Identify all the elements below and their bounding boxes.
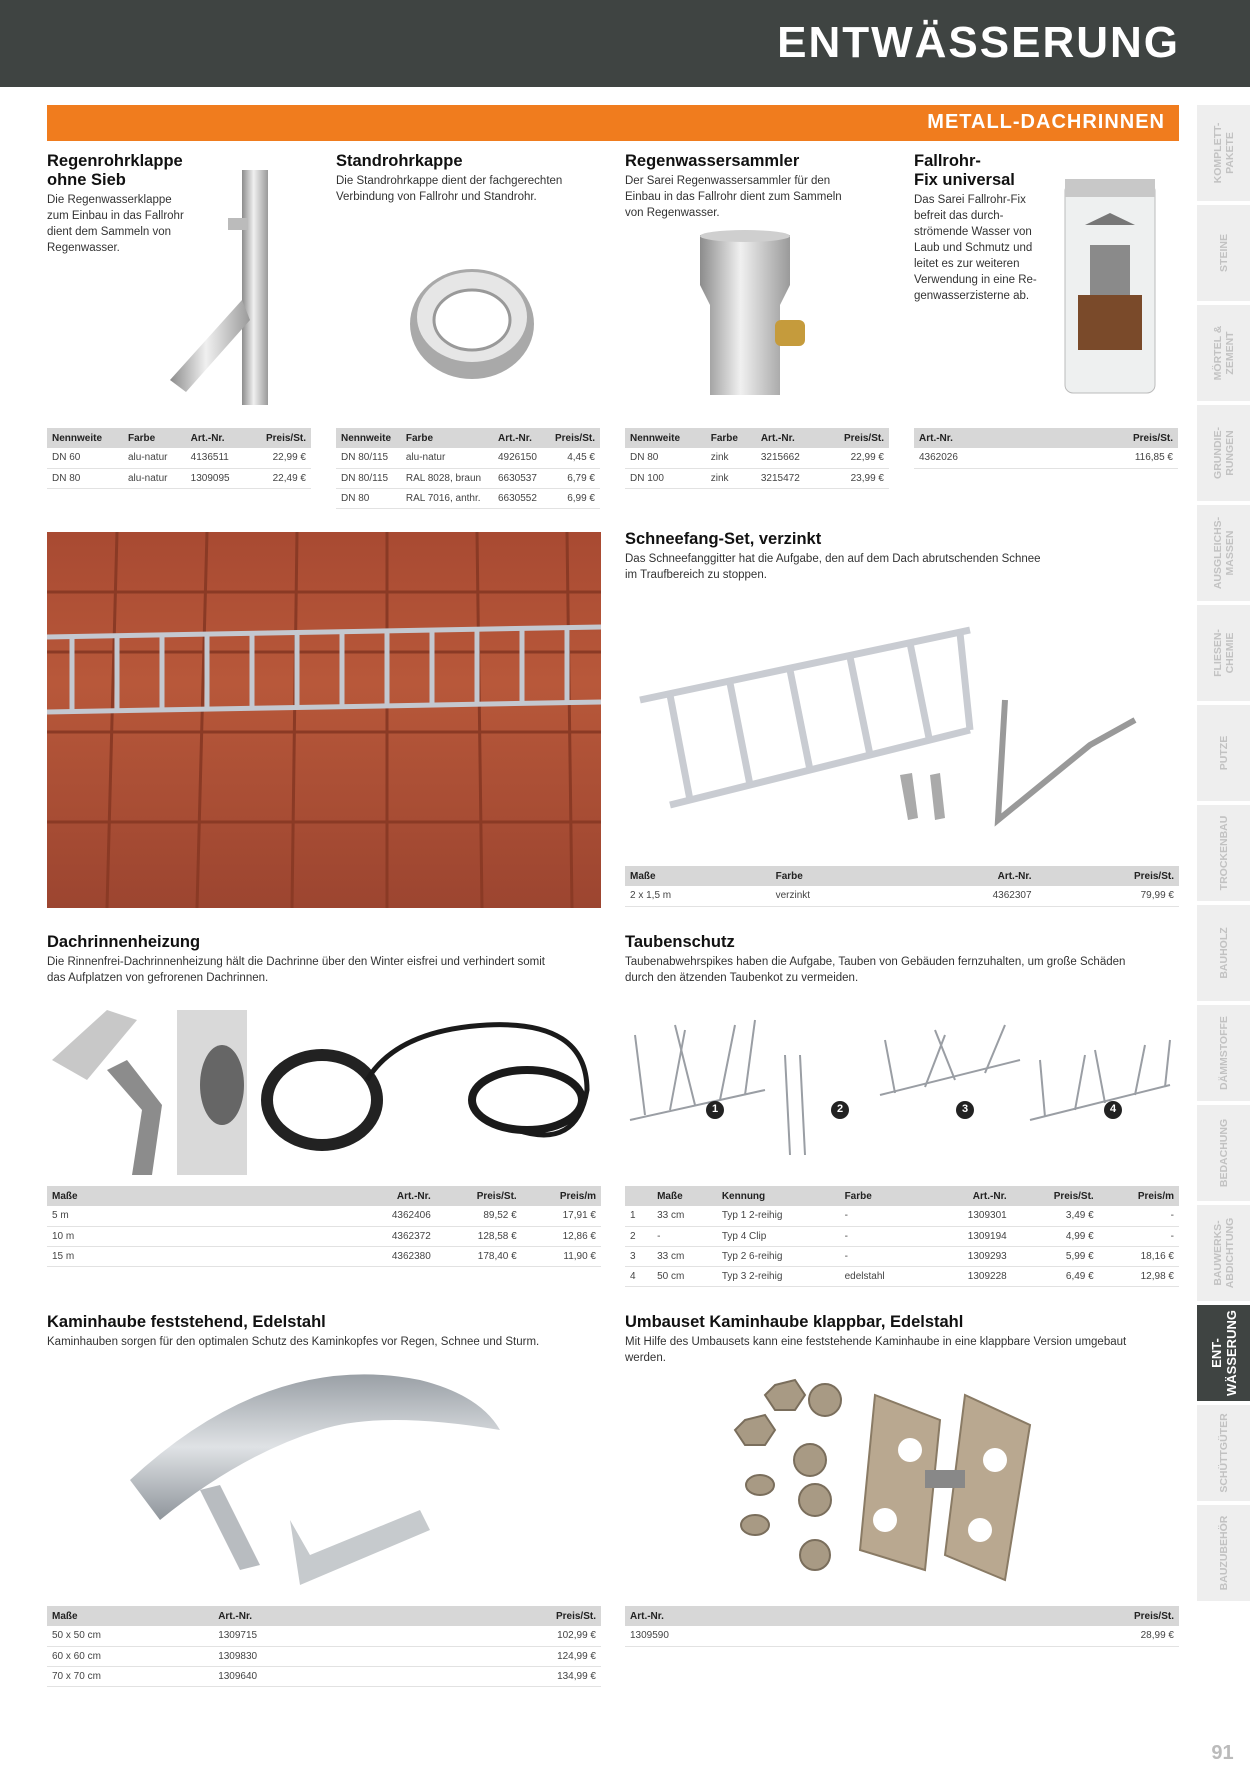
cell: 3 <box>625 1246 652 1266</box>
cell: 4,45 € <box>546 448 600 468</box>
tab-fliesenchemie[interactable] <box>1197 605 1250 701</box>
col-header: Maße <box>652 1186 717 1206</box>
table-row <box>625 1246 1179 1266</box>
tab-label: BAUHOLZ <box>1217 927 1230 979</box>
tab-putze[interactable] <box>1197 705 1250 801</box>
col-header: Art.-Nr. <box>897 866 1036 886</box>
cell: DN 80 <box>625 448 706 468</box>
cell: 12,98 € <box>1099 1266 1179 1286</box>
cell: DN 100 <box>625 468 706 488</box>
cell: 1309640 <box>213 1666 405 1686</box>
umbauset-image <box>700 1370 1080 1585</box>
cell: DN 80 <box>47 468 123 488</box>
col-header: Preis/St. <box>546 428 600 448</box>
tab-bedachung[interactable] <box>1197 1105 1250 1201</box>
cell: 70 x 70 cm <box>47 1666 213 1686</box>
product-title: Umbauset Kaminhaube klappbar, Edelstahl <box>625 1313 964 1331</box>
col-header: Maße <box>47 1186 352 1206</box>
page-header <box>0 0 1250 87</box>
table-fallrohr-fix <box>914 428 1178 469</box>
cell: 10 m <box>47 1226 352 1246</box>
col-header: Preis/St. <box>405 1606 601 1626</box>
cell: 4362380 <box>352 1246 436 1266</box>
cell: - <box>1099 1226 1179 1246</box>
schneefang-roof-photo <box>47 532 601 908</box>
cell: - <box>1099 1206 1179 1226</box>
product-title: Kaminhaube feststehend, Edelstahl <box>47 1313 326 1331</box>
col-header: Art.-Nr. <box>493 428 546 448</box>
product-standrohrkappe <box>336 152 596 205</box>
cell: 6,79 € <box>546 468 600 488</box>
col-header: Preis/m <box>522 1186 601 1206</box>
table-kaminhaube <box>47 1606 601 1687</box>
cell: 1309095 <box>186 468 248 488</box>
table-schneefang <box>625 866 1179 907</box>
table-row <box>336 448 600 468</box>
cell: RAL 8028, braun <box>401 468 493 488</box>
table-row <box>47 448 311 468</box>
cell: 1309228 <box>927 1266 1012 1286</box>
table-row <box>625 886 1179 906</box>
table-row <box>625 1206 1179 1226</box>
badge-label: 2 <box>836 1103 844 1115</box>
cell: - <box>652 1226 717 1246</box>
col-header: Art.-Nr. <box>213 1606 405 1626</box>
product-title: Taubenschutz <box>625 933 735 951</box>
table-row <box>625 1266 1179 1286</box>
tab-label: ENT- WÄSSERUNG <box>1208 1310 1239 1396</box>
cell: 6,99 € <box>546 488 600 508</box>
tab-bauzubehoer[interactable] <box>1197 1505 1250 1601</box>
product-kaminhaube <box>47 1313 601 1350</box>
cell: 33 cm <box>652 1246 717 1266</box>
taubenschutz-image <box>625 1015 1179 1165</box>
tab-steine[interactable] <box>1197 205 1250 301</box>
col-header: Nennweite <box>625 428 706 448</box>
col-header: Farbe <box>706 428 756 448</box>
cell: 1309830 <box>213 1646 405 1666</box>
table-regenwassersammler <box>625 428 889 489</box>
col-header: Preis/St. <box>1045 428 1178 448</box>
cell: 3215662 <box>756 448 822 468</box>
cell: 22,99 € <box>822 448 889 468</box>
tab-label: PUTZE <box>1217 735 1230 771</box>
col-header: Maße <box>47 1606 213 1626</box>
cell: 22,49 € <box>248 468 311 488</box>
cell: zink <box>706 468 756 488</box>
col-header: Nennweite <box>47 428 123 448</box>
cell: RAL 7016, anthr. <box>401 488 493 508</box>
tab-label: SCHÜTTGÜTER <box>1217 1413 1230 1493</box>
table-row <box>625 1226 1179 1246</box>
col-header: Farbe <box>840 1186 927 1206</box>
tab-ausgleichsmassen[interactable] <box>1197 505 1250 601</box>
cell: 3215472 <box>756 468 822 488</box>
cell: 79,99 € <box>1037 886 1179 906</box>
page-number: 91 <box>1211 1742 1234 1764</box>
tab-schuettgueter[interactable] <box>1197 1405 1250 1501</box>
cell: 6630537 <box>493 468 546 488</box>
table-row <box>47 1666 601 1686</box>
product-description: Die Standrohrkappe dient der fachgerechten Verbindung von Fallrohr und Standrohr. <box>336 175 563 203</box>
product-description: Kaminhauben sorgen für den optimalen Schutz des Kaminkopfes vor Regen, Schnee und Sturm. <box>47 1336 540 1348</box>
col-header: Art.-Nr. <box>352 1186 436 1206</box>
product-title: Regenwassersammler <box>625 152 800 170</box>
cell: Typ 1 2-reihig <box>717 1206 840 1226</box>
col-header: Preis/St. <box>899 1606 1179 1626</box>
cell: 89,52 € <box>436 1206 522 1226</box>
regenrohrklappe-image <box>160 170 290 410</box>
product-dachrinnenheizung <box>47 933 601 986</box>
section-title: METALL-DACHRINNEN <box>927 111 1165 133</box>
cell: 6630552 <box>493 488 546 508</box>
cell: DN 80/115 <box>336 468 401 488</box>
col-header <box>625 1186 652 1206</box>
tab-grundierungen[interactable] <box>1197 405 1250 501</box>
cell: verzinkt <box>771 886 898 906</box>
fallrohr-fix-image <box>1060 175 1160 410</box>
col-header: Preis/St. <box>436 1186 522 1206</box>
cell: 134,99 € <box>405 1666 601 1686</box>
tab-label: TROCKENBAU <box>1217 815 1230 891</box>
badge-label: 3 <box>961 1103 969 1115</box>
cell: 128,58 € <box>436 1226 522 1246</box>
badge-label: 1 <box>711 1103 719 1115</box>
cell: DN 80/115 <box>336 448 401 468</box>
regenwassersammler-image <box>695 230 825 405</box>
col-header: Art.-Nr. <box>625 1606 899 1626</box>
tab-moertel-zement[interactable] <box>1197 305 1250 401</box>
tab-label: KOMPLETT- PAKETE <box>1211 122 1236 184</box>
cell: 1309293 <box>927 1246 1012 1266</box>
cell: alu-natur <box>123 448 186 468</box>
col-header: Nennweite <box>336 428 401 448</box>
cell: 4362372 <box>352 1226 436 1246</box>
product-title: Schneefang-Set, verzinkt <box>625 530 822 548</box>
table-row <box>914 448 1178 468</box>
table-umbauset <box>625 1606 1179 1647</box>
product-title: Fallrohr- Fix universal <box>914 152 1015 189</box>
cell: 50 x 50 cm <box>47 1626 213 1646</box>
cell: 4136511 <box>186 448 248 468</box>
table-row <box>336 468 600 488</box>
tab-bauwerksabdichtung[interactable] <box>1197 1205 1250 1301</box>
product-description: Das Sarei Fallrohr-Fix befreit das durch- strömende Wasser von Laub und Schmutz und leitet es zur weiteren Verwendung in eine Re- genwasserzisterne ab. <box>914 194 1037 302</box>
cell: 1309301 <box>927 1206 1012 1226</box>
product-schneefang <box>625 530 1125 583</box>
tab-label: BEDACHUNG <box>1217 1118 1230 1188</box>
cell: 15 m <box>47 1246 352 1266</box>
table-row <box>625 468 889 488</box>
table-row <box>336 488 600 508</box>
cell: DN 60 <box>47 448 123 468</box>
cell: 4362406 <box>352 1206 436 1226</box>
col-header: Farbe <box>771 866 898 886</box>
cell: Typ 2 6-reihig <box>717 1246 840 1266</box>
col-header: Art.-Nr. <box>756 428 822 448</box>
category-tabs <box>1197 105 1250 1605</box>
cell: 23,99 € <box>822 468 889 488</box>
cell: - <box>840 1206 927 1226</box>
product-description: Taubenabwehrspikes haben die Aufgabe, Tauben von Gebäuden fernzuhalten, um große Schäden durch den ätzenden Taubenkot zu vermeiden. <box>625 956 1126 984</box>
product-description: Die Rinnenfrei-Dachrinnenheizung hält die Dachrinne über den Winter eisfrei und verhindert somit das Aufplatzen von gefrorenen Dachrinnen. <box>47 956 545 984</box>
cell: alu-natur <box>401 448 493 468</box>
section-bar <box>47 105 1179 141</box>
tab-label: MÖRTEL & ZEMENT <box>1211 325 1236 381</box>
tab-label: GRUNDIE- RUNGEN <box>1211 427 1236 479</box>
product-description: Die Regenwasserklappe zum Einbau in das Fallrohr dient dem Sammeln von Regenwasser. <box>47 194 184 254</box>
product-title: Standrohrkappe <box>336 152 463 170</box>
tab-entwaesserung[interactable] <box>1197 1305 1250 1401</box>
table-row <box>47 1646 601 1666</box>
cell: 22,99 € <box>248 448 311 468</box>
badge-label: 4 <box>1109 1103 1117 1115</box>
tab-label: FLIESEN- CHEMIE <box>1211 629 1236 677</box>
cell: 11,90 € <box>522 1246 601 1266</box>
cell: 4362026 <box>914 448 1045 468</box>
cell: 1 <box>625 1206 652 1226</box>
cell: 28,99 € <box>899 1626 1179 1646</box>
product-taubenschutz <box>625 933 1179 986</box>
cell: 17,91 € <box>522 1206 601 1226</box>
schneefang-set-image <box>630 615 1150 830</box>
cell: 4926150 <box>493 448 546 468</box>
table-row <box>625 1626 1179 1646</box>
col-header: Kennung <box>717 1186 840 1206</box>
cell: 50 cm <box>652 1266 717 1286</box>
tab-bauholz[interactable] <box>1197 905 1250 1001</box>
col-header: Preis/m <box>1099 1186 1179 1206</box>
product-umbauset <box>625 1313 1179 1366</box>
cell: 178,40 € <box>436 1246 522 1266</box>
cell: Typ 3 2-reihig <box>717 1266 840 1286</box>
cell: 3,49 € <box>1012 1206 1099 1226</box>
table-standrohrkappe <box>336 428 600 509</box>
kaminhaube-image <box>120 1370 510 1595</box>
col-header: Preis/St. <box>248 428 311 448</box>
table-regenrohrklappe <box>47 428 311 489</box>
product-description: Mit Hilfe des Umbausets kann eine feststehende Kaminhaube in eine klappbare Version umgebaut werden. <box>625 1336 1127 1364</box>
product-fallrohr-fix <box>914 152 1064 304</box>
tab-label: BAUWERKS- ABDICHTUNG <box>1211 1217 1236 1289</box>
cell: 18,16 € <box>1099 1246 1179 1266</box>
product-title: Regenrohrklappe ohne Sieb <box>47 152 183 189</box>
product-description: Das Schneefanggitter hat die Aufgabe, den auf dem Dach abrutschenden Schnee im Traufbereich zu stoppen. <box>625 553 1041 581</box>
cell: 4 <box>625 1266 652 1286</box>
table-row <box>47 1246 601 1266</box>
product-regenwassersammler <box>625 152 885 221</box>
tab-komplettpakete[interactable] <box>1197 105 1250 201</box>
cell: 116,85 € <box>1045 448 1178 468</box>
cell: - <box>840 1226 927 1246</box>
cell: 33 cm <box>652 1206 717 1226</box>
cell: 4,99 € <box>1012 1226 1099 1246</box>
col-header: Preis/St. <box>1037 866 1179 886</box>
col-header: Maße <box>625 866 771 886</box>
table-row <box>47 1206 601 1226</box>
cell: 1309715 <box>213 1626 405 1646</box>
cell: 4362307 <box>897 886 1036 906</box>
cell: edelstahl <box>840 1266 927 1286</box>
product-title: Dachrinnenheizung <box>47 933 201 951</box>
product-description: Der Sarei Regenwassersammler für den Einbau in das Fallrohr dient zum Sammeln von Regenwasser. <box>625 175 842 219</box>
table-dachrinnenheizung <box>47 1186 601 1267</box>
table-taubenschutz <box>625 1186 1179 1287</box>
tab-label: BAUZUBEHÖR <box>1217 1515 1230 1591</box>
tab-trockenbau[interactable] <box>1197 805 1250 901</box>
cell: 6,49 € <box>1012 1266 1099 1286</box>
table-row <box>47 468 311 488</box>
tab-label: AUSGLEICHS- MASSEN <box>1211 516 1236 590</box>
col-header: Art.-Nr. <box>927 1186 1012 1206</box>
col-header: Art.-Nr. <box>914 428 1045 448</box>
col-header: Farbe <box>401 428 493 448</box>
col-header: Farbe <box>123 428 186 448</box>
page-title: ENTWÄSSERUNG <box>777 18 1180 67</box>
tab-label: STEINE <box>1217 234 1230 272</box>
cell: 1309194 <box>927 1226 1012 1246</box>
cell: 124,99 € <box>405 1646 601 1666</box>
table-row <box>625 448 889 468</box>
table-row <box>47 1626 601 1646</box>
cell: - <box>840 1246 927 1266</box>
col-header: Preis/St. <box>822 428 889 448</box>
cell: 102,99 € <box>405 1626 601 1646</box>
cell: 60 x 60 cm <box>47 1646 213 1666</box>
tab-daemmstoffe[interactable] <box>1197 1005 1250 1101</box>
col-header: Art.-Nr. <box>186 428 248 448</box>
standrohrkappe-image <box>405 262 540 387</box>
tab-label: DÄMMSTOFFE <box>1217 1016 1230 1090</box>
cell: zink <box>706 448 756 468</box>
cell: Typ 4 Clip <box>717 1226 840 1246</box>
cell: 5 m <box>47 1206 352 1226</box>
cell: alu-natur <box>123 468 186 488</box>
cell: 5,99 € <box>1012 1246 1099 1266</box>
cell: 2 x 1,5 m <box>625 886 771 906</box>
cell: DN 80 <box>336 488 401 508</box>
cell: 2 <box>625 1226 652 1246</box>
col-header: Preis/St. <box>1012 1186 1099 1206</box>
cell: 1309590 <box>625 1626 899 1646</box>
dachrinnenheizung-image <box>47 1000 601 1180</box>
table-row <box>47 1226 601 1246</box>
cell: 12,86 € <box>522 1226 601 1246</box>
